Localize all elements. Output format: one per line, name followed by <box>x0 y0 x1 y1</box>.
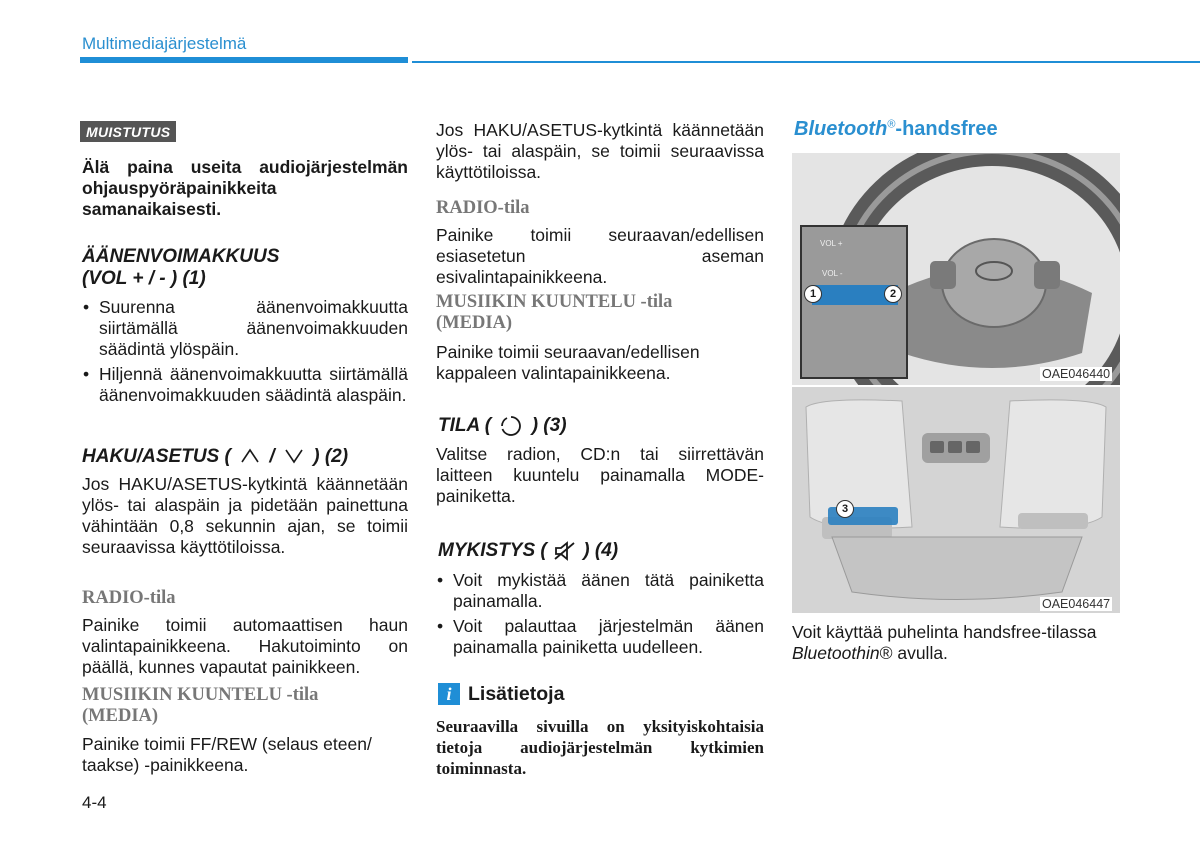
caption-part-a: Voit käyttää puhelinta handsfree-tilassa <box>792 622 1097 642</box>
callout-1: 1 <box>804 285 822 303</box>
radio-text-2: Painike toimii seuraavan/edellisen esiasetetun aseman esivalintapainikkeena. <box>436 225 764 287</box>
bluetooth-caption <box>792 622 1122 664</box>
chevron-down-icon <box>280 446 308 468</box>
radio-text-1: Painike toimii automaattisen haun valintapainikkeena. Hakutoiminto on päällä, kunnes vapautat painikkeen. <box>82 615 408 677</box>
music-text-1: Painike toimii FF/REW (selaus eteen/ taakse) -painikkeena. <box>82 734 372 775</box>
list-item: • Hiljennä äänenvoimakkuutta siirtämällä äänenvoimakkuuden säädintä alaspäin. <box>82 364 408 406</box>
registered-mark: ® <box>887 118 896 131</box>
music-text-2: Painike toimii seuraavan/edellisen kappaleen valintapainikkeena. <box>436 342 700 383</box>
mykistys-heading-suffix: ) (4) <box>583 540 619 562</box>
info-label: Lisätietoja <box>468 683 565 705</box>
bluetooth-heading <box>794 118 998 141</box>
music-label-1: MUSIIKIN KUUNTELU -tila (MEDIA) <box>82 685 319 726</box>
bluetooth-heading-tail: -handsfree <box>895 118 998 140</box>
info-text: Seuraavilla sivuilla on yksityiskohtaisia tietoja audiojärjestelmän kytkimien toiminnasta. <box>436 717 764 778</box>
mode-icon <box>496 414 526 438</box>
callout-2: 2 <box>884 285 902 303</box>
image-code-1: OAE046440 <box>1042 367 1111 381</box>
list-item: • Voit palauttaa järjestelmän äänen painamalla painiketta uudelleen. <box>436 616 764 658</box>
caption-part-b: Bluetoothin <box>792 643 880 663</box>
mykistys-heading <box>438 540 768 562</box>
caution-text: Älä paina useita audiojärjestelmän ohjauspyöräpainikkeita samanaikaisesti. <box>82 157 408 219</box>
tila-heading <box>438 414 768 438</box>
haku-heading-sep: / <box>269 446 275 468</box>
inset-zoom <box>800 225 908 379</box>
info-icon: i <box>438 683 460 705</box>
mute-bullet-list <box>436 570 764 662</box>
header-rule-thin <box>412 61 1200 63</box>
vol-heading-line2: (VOL + / - ) (1) <box>82 268 206 289</box>
page-number: 4-4 <box>82 793 107 812</box>
mykistys-heading-prefix: MYKISTYS ( <box>438 540 547 562</box>
tila-text: Valitse radion, CD:n tai siirrettävän laitteen kuuntelu painamalla MODE-painiketta. <box>436 444 764 506</box>
haku-heading-prefix: HAKU/ASETUS ( <box>82 446 231 468</box>
music-label-2: MUSIIKIN KUUNTELU -tila (MEDIA) <box>436 292 673 333</box>
list-item: • Voit mykistää äänen tätä painiketta painamalla. <box>436 570 764 612</box>
vol-bullet-list <box>82 297 408 410</box>
overhead-console-illustration <box>792 387 1120 613</box>
haku-heading <box>82 446 412 468</box>
haku-text: Jos HAKU/ASETUS-kytkintä käännetään ylös- tai alaspäin ja pidetään painettuna vähintään 0,8 sekunnin ajan, se toimii seuraavissa käyttötiloissa. <box>82 474 408 557</box>
vol-heading <box>82 246 279 290</box>
tila-heading-prefix: TILA ( <box>438 415 492 437</box>
haku-heading-suffix: ) (2) <box>313 446 349 468</box>
bluetooth-heading-word: Bluetooth <box>794 118 888 140</box>
vol-heading-line1: ÄÄNENVOIMAKKUUS <box>82 246 280 267</box>
tila-heading-suffix: ) (3) <box>531 415 567 437</box>
chevron-up-icon <box>236 446 264 468</box>
caption-part-c: ® avulla. <box>879 643 948 663</box>
vol-plus-label: VOL + <box>820 239 843 248</box>
radio-label-2: RADIO-tila <box>436 198 530 218</box>
vol-minus-label: VOL - <box>822 269 843 278</box>
image-code-2: OAE046447 <box>1042 597 1111 611</box>
steering-wheel-illustration <box>792 153 1120 385</box>
intro-text: Jos HAKU/ASETUS-kytkintä käännetään ylös- tai alaspäin, se toimii seuraavissa käyttötiloissa. <box>436 120 764 182</box>
callout-3: 3 <box>836 500 854 518</box>
radio-label-1: RADIO-tila <box>82 588 176 608</box>
section-title: Multimediajärjestelmä <box>82 34 247 53</box>
mute-icon <box>552 540 578 562</box>
caution-badge: MUISTUTUS <box>80 121 176 142</box>
header-rule-thick <box>80 57 408 63</box>
list-item: • Suurenna äänenvoimakkuutta siirtämällä äänenvoimakkuuden säädintä ylöspäin. <box>82 297 408 360</box>
